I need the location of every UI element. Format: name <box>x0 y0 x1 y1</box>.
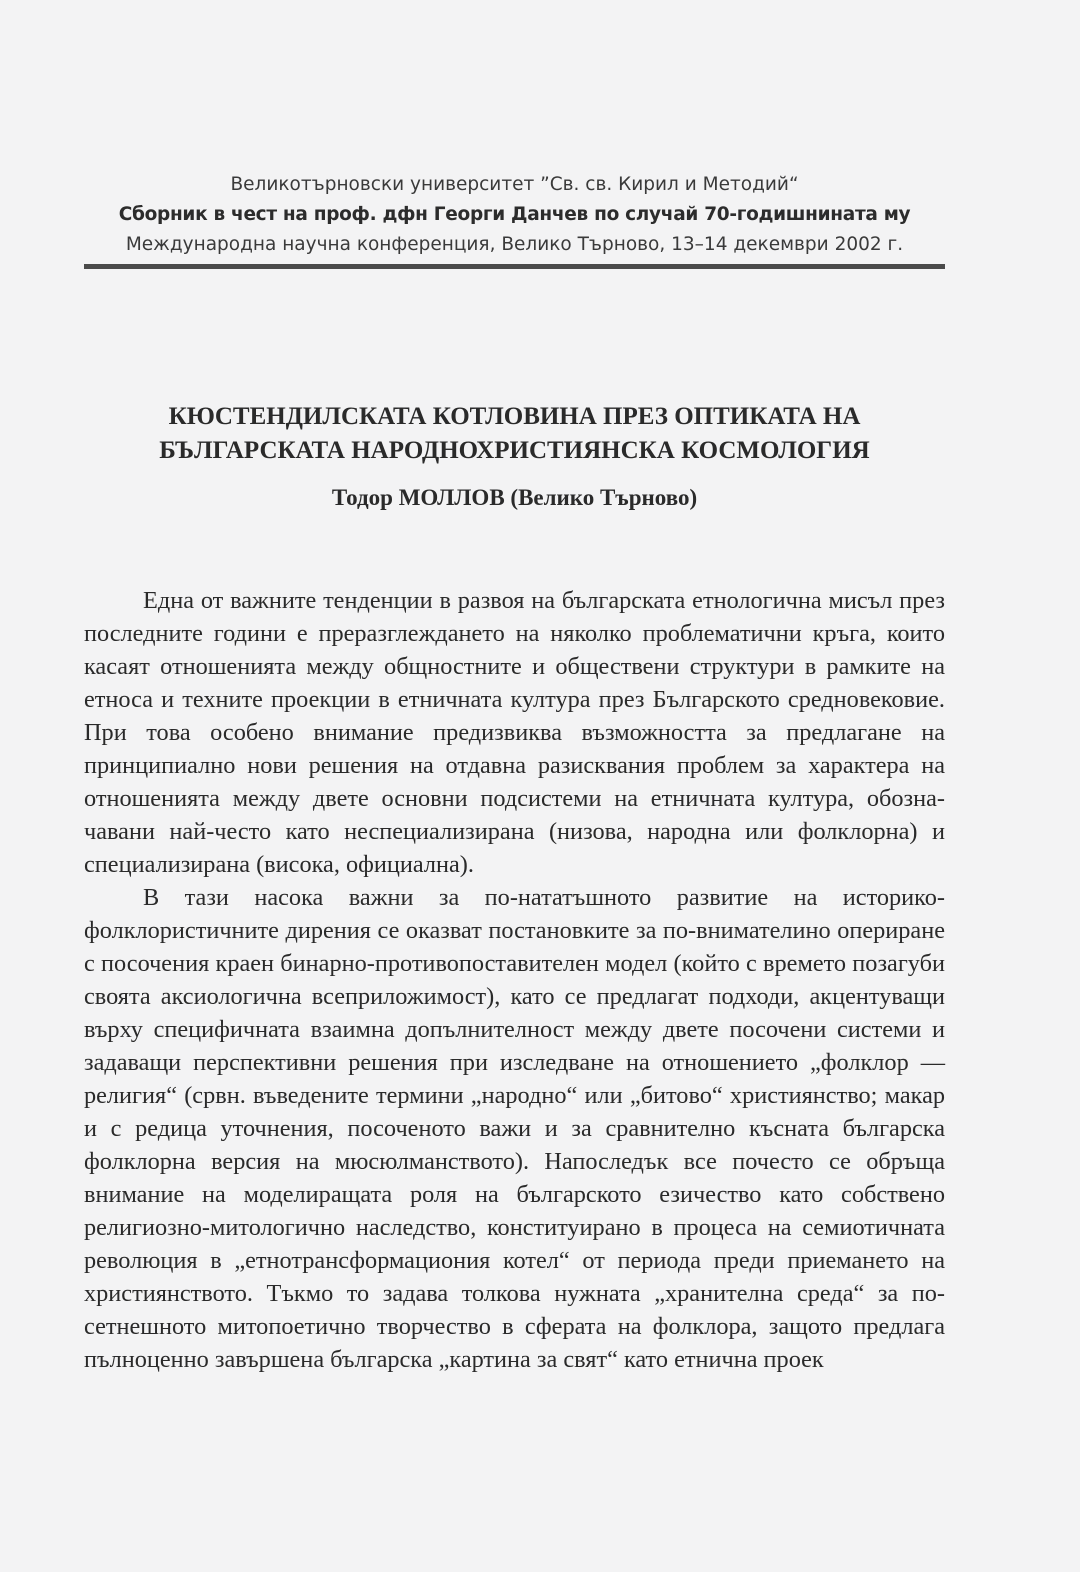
article-author: Тодор МОЛЛОВ (Велико Търново) <box>331 485 698 510</box>
header-conference: Международна научна конференция, Велико Търново, 13–14 декември 2002 г. <box>125 234 904 255</box>
article-title-line-2: БЪЛГАРСКАТА НАРОДНОХРИСТИЯНСКА КОСМОЛОГИЯ <box>159 437 870 464</box>
header-rule <box>84 264 945 269</box>
header-university: Великотърновски университет ”Св. св. Кирил и Методий“ <box>230 174 799 195</box>
body-paragraph-2: В тази насока важни за по-нататъшното развитие на историкофолклористичните дирения се оказват постановките за по-внимателино опериране с посочения краен бинарно-противопоставителен модел (който с времето позагуби своята аксиологична всеприложимост), като се предлагат подходи, акцентуващи върху специфичната взаимна допълнителност между двете посочени системи и задаващи перспективни решения при изследване на отношението „фолклор — религия“ (срвн. въведените термини „народно“ или „битово“ християнство; макар и с редица уточнения, посоченото важи и за сравнително късната българска фолклорна версия на мюсюлманството). Напоследък все почесто се обръща внимание на моделиращата роля на българското езичество като собствено религиозно-митологично наследство, конституирано в процеса на семиотичната революция в „етнотрансформациония котел“ от периода преди приемането на християнството. Тъкмо то задава толкова нужната „хранителна среда“ за по-сетнешното митопоетично творчество в сферата на фолклора, защото предлага пълноценно завършена българска „картина за свят“ като етнична проек <box>84 884 945 1373</box>
body-paragraph-1: Една от важните тенденции в развоя на българската етнологична мисъл през последните години е преразглеждането на няколко проблематични кръга, които касаят отношенията между общностните и обществени структури в рамките на етноса и техните проекции в етничната култура през Българското средновековие. При това особено внимание предизвиква възможността за предлагане на принципиално нови решения на отдавна разисквания проблем за характера на отношенията между двете основни подсистеми на етничната култура, обозначавани най-често като неспециализирана (низова, народна или фолклорна) и специализирана (висока, официална). <box>84 587 945 878</box>
header-collection: Сборник в чест на проф. дфн Георги Данчев по случай 70-годишнината му <box>118 204 911 225</box>
running-header <box>84 170 945 260</box>
article-title-line-1: КЮСТЕНДИЛСКАТА КОТЛОВИНА ПРЕЗ ОПТИКАТА НА <box>168 403 861 430</box>
article-title <box>84 400 945 468</box>
article-body <box>84 584 945 1376</box>
